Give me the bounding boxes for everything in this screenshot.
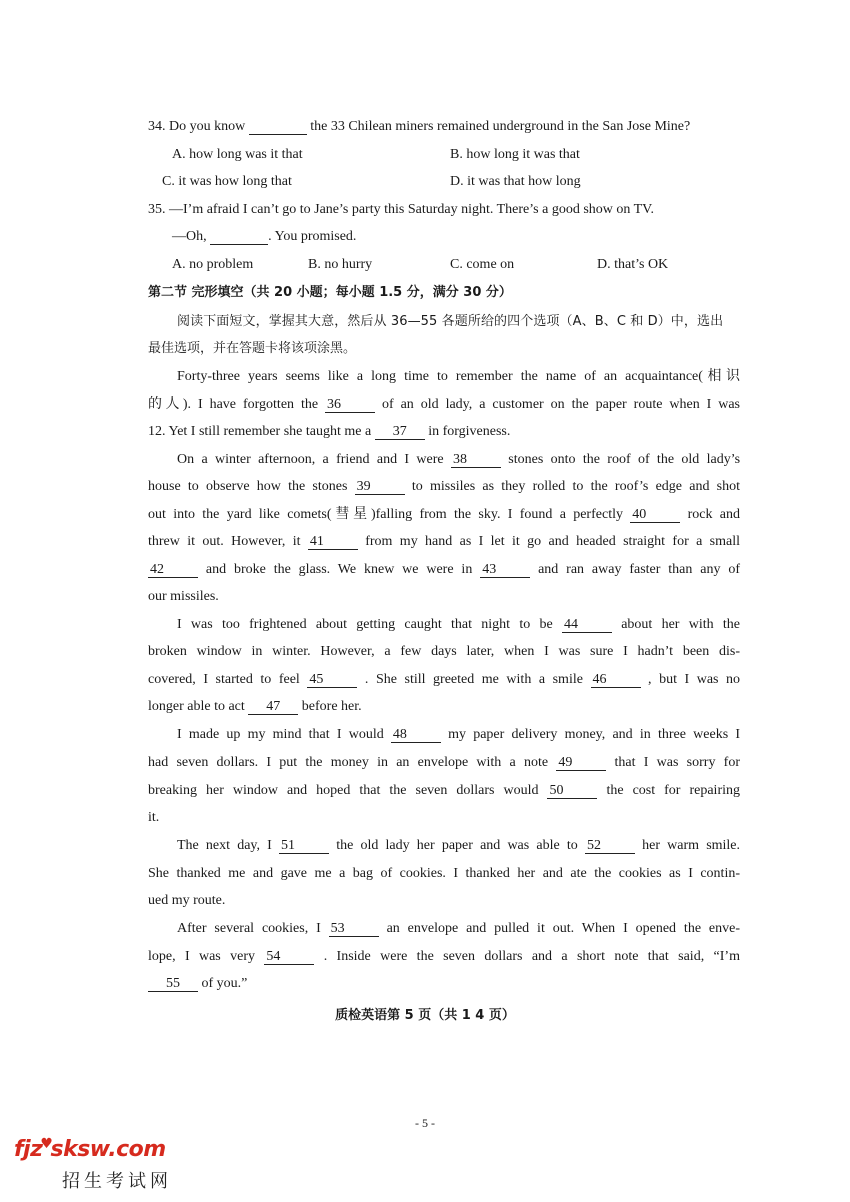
- section-instruction-1: 阅读下面短文，掌握其大意，然后从 36—55 各题所给的四个选项（A、B、C 和 D）中，选出: [177, 314, 724, 329]
- passage-line: ued my route.: [148, 893, 226, 908]
- passage-line: [177, 837, 740, 855]
- logo-text-end: sksw.com: [50, 1137, 166, 1162]
- passage-text: I made up my mind that I would: [177, 727, 384, 742]
- site-logo: [14, 1137, 166, 1162]
- passage-line: [148, 698, 740, 716]
- passage-line: [177, 451, 740, 469]
- question-34-stem: [148, 118, 740, 136]
- passage-text: before her.: [301, 699, 362, 714]
- passage-text: rock and: [687, 507, 740, 522]
- passage-text: her warm smile.: [642, 838, 741, 853]
- blank-39: 39: [355, 479, 405, 495]
- passage-text: house to observe how the stones: [148, 479, 348, 494]
- q35-option-b: B. no hurry: [308, 257, 373, 272]
- blank-45: 45: [307, 672, 357, 688]
- passage-text: in forgiveness.: [428, 424, 511, 439]
- q35-option-c: C. come on: [450, 257, 515, 272]
- passage-text: the old lady her paper and was able to: [336, 838, 578, 853]
- passage-text: that I was sorry for: [614, 755, 740, 770]
- passage-text: an envelope and pulled it out. When I opened the enve-: [386, 921, 741, 936]
- passage-line: [148, 423, 740, 441]
- blank-40: 40: [630, 507, 680, 523]
- passage-text: and ran away faster than any of: [538, 562, 740, 577]
- blank-43: 43: [480, 562, 530, 578]
- passage-text: breaking her window and hoped that the seven dollars would: [148, 783, 539, 798]
- blank-41: 41: [308, 534, 358, 550]
- q34-stem-start: 34. Do you know: [148, 119, 246, 134]
- q35-option-a: A. no problem: [172, 257, 254, 272]
- passage-line: [148, 948, 740, 966]
- passage-line: it.: [148, 810, 160, 825]
- answer-blank: [249, 119, 307, 135]
- passage-text: out into the yard like comets(彗星)falling from the sky. I found a perfectly: [148, 507, 623, 522]
- blank-38: 38: [451, 452, 501, 468]
- passage-text: of an old lady, a customer on the paper route when I was: [381, 397, 741, 412]
- blank-42: 42: [148, 562, 198, 578]
- blank-50: 50: [547, 783, 597, 799]
- blank-44: 44: [562, 617, 612, 633]
- site-logo-subtitle: 招生考试网: [62, 1171, 172, 1192]
- blank-48: 48: [391, 727, 441, 743]
- question-35-line2: [172, 228, 764, 246]
- passage-text: and broke the glass. We knew we were in: [205, 562, 473, 577]
- q35-reply-start: —Oh,: [172, 229, 207, 244]
- passage-line: broken window in winter. However, a few days later, when I was sure I hadn’t been dis-: [148, 644, 740, 659]
- passage-line: [148, 754, 740, 772]
- blank-49: 49: [556, 755, 606, 771]
- passage-text: threw it out. However, it: [148, 534, 301, 549]
- heart-icon: ♥: [40, 1136, 53, 1152]
- passage-line: [177, 616, 740, 634]
- q34-option-b: B. how long it was that: [450, 147, 580, 162]
- question-35-line1: 35. —I’m afraid I can’t go to Jane’s party this Saturday night. There’s a good show on TV.: [148, 202, 654, 217]
- answer-blank: [210, 229, 268, 245]
- q34-stem-end: the 33 Chilean miners remained underground in the San Jose Mine?: [310, 119, 691, 134]
- blank-37: 37: [375, 424, 425, 440]
- passage-text: The next day, I: [177, 838, 272, 853]
- passage-line: [177, 726, 740, 744]
- passage-text: had seven dollars. I put the money in an envelope with a note: [148, 755, 549, 770]
- blank-55: 55: [148, 976, 198, 992]
- passage-text: lope, I was very: [148, 949, 255, 964]
- passage-text: 12. Yet I still remember she taught me a: [148, 424, 372, 439]
- blank-36: 36: [325, 397, 375, 413]
- passage-text: . She still greeted me with a smile: [364, 672, 583, 687]
- passage-text: . Inside were the seven dollars and a short note that said, “I’m: [323, 949, 740, 964]
- passage-text: my paper delivery money, and in three weeks I: [448, 727, 741, 742]
- passage-text: covered, I started to feel: [148, 672, 300, 687]
- passage-text: On a winter afternoon, a friend and I were: [177, 452, 444, 467]
- blank-46: 46: [591, 672, 641, 688]
- blank-54: 54: [264, 949, 314, 965]
- q34-option-c: C. it was how long that: [162, 174, 292, 189]
- passage-line: [148, 396, 740, 414]
- passage-line: Forty-three years seems like a long time to remember the name of an acquaintance(相识: [177, 369, 740, 384]
- passage-line: [148, 782, 740, 800]
- passage-text: longer able to act: [148, 699, 245, 714]
- q35-option-d: D. that’s OK: [597, 257, 669, 272]
- passage-line: [148, 975, 740, 993]
- page-footer-label: 质检英语第 5 页（共 1 4 页）: [335, 1008, 515, 1023]
- passage-line: our missiles.: [148, 589, 219, 604]
- q34-option-a: A. how long was it that: [172, 147, 303, 162]
- passage-line: She thanked me and gave me a bag of cookies. I thanked her and ate the cookies as I contin-: [148, 866, 740, 881]
- passage-line: [148, 533, 740, 551]
- passage-text: about her with the: [621, 617, 740, 632]
- passage-text: I was too frightened about getting caught that night to be: [177, 617, 553, 632]
- section-instruction-2: 最佳选项，并在答题卡将该项涂黑。: [148, 341, 357, 356]
- passage-text: stones onto the roof of the old lady’s: [508, 452, 741, 467]
- passage-line: [148, 561, 740, 579]
- passage-line: [177, 920, 740, 938]
- q34-option-d: D. it was that how long: [450, 174, 581, 189]
- passage-text: 的人). I have forgotten the: [148, 397, 319, 412]
- passage-text: from my hand as I let it go and headed straight for a small: [365, 534, 741, 549]
- blank-52: 52: [585, 838, 635, 854]
- passage-text: , but I was no: [648, 672, 741, 687]
- blank-53: 53: [329, 921, 379, 937]
- q35-reply-end: . You promised.: [268, 229, 357, 244]
- blank-51: 51: [279, 838, 329, 854]
- page-number: - 5 -: [415, 1116, 435, 1130]
- section-heading: 第二节 完形填空（共 20 小题；每小题 1.5 分，满分 30 分）: [148, 285, 512, 300]
- passage-line: [148, 478, 740, 496]
- passage-text: of you.”: [201, 976, 248, 991]
- passage-text: After several cookies, I: [177, 921, 321, 936]
- logo-text-start: fjz: [14, 1137, 43, 1162]
- passage-line: [148, 671, 740, 689]
- passage-text: the cost for repairing: [606, 783, 740, 798]
- blank-47: 47: [248, 699, 298, 715]
- passage-text: to missiles as they rolled to the roof’s edge and shot: [411, 479, 741, 494]
- passage-line: [148, 506, 740, 524]
